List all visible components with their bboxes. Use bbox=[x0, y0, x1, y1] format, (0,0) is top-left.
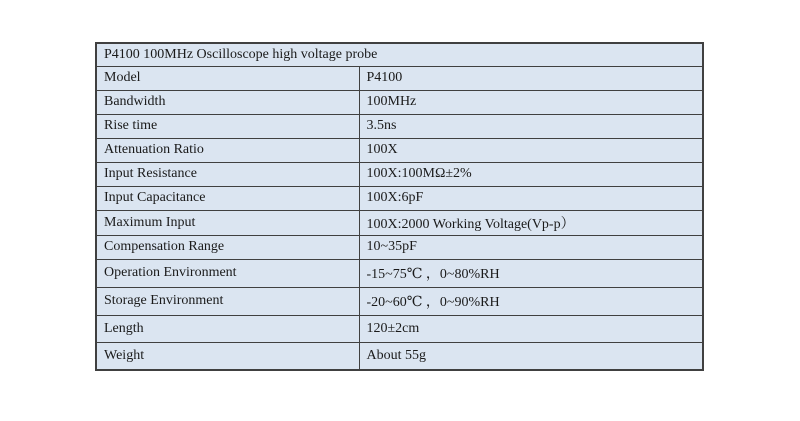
spec-value-cell: -20~60℃ ，0~90%RH bbox=[359, 287, 703, 315]
table-row bbox=[96, 210, 703, 235]
spec-label-cell: Compensation Range bbox=[96, 235, 359, 259]
spec-label-cell: Input Capacitance bbox=[96, 186, 359, 210]
table-row bbox=[96, 342, 703, 370]
spec-value-cell: 100MHz bbox=[359, 90, 703, 114]
spec-label-cell: Length bbox=[96, 315, 359, 342]
spec-value-cell: 10~35pF bbox=[359, 235, 703, 259]
spec-label-cell: Maximum Input bbox=[96, 210, 359, 235]
spec-label-cell: Model bbox=[96, 66, 359, 90]
spec-label-cell: Attenuation Ratio bbox=[96, 138, 359, 162]
table-row bbox=[96, 90, 703, 114]
spec-value-cell: 100X bbox=[359, 138, 703, 162]
spec-label-cell: Storage Environment bbox=[96, 287, 359, 315]
spec-value-cell: 3.5ns bbox=[359, 114, 703, 138]
table-row bbox=[96, 114, 703, 138]
spec-value-cell: 120±2cm bbox=[359, 315, 703, 342]
table-row bbox=[96, 162, 703, 186]
spec-label-cell: Input Resistance bbox=[96, 162, 359, 186]
spec-value-cell: -15~75℃ ，0~80%RH bbox=[359, 259, 703, 287]
table-row bbox=[96, 315, 703, 342]
table-row bbox=[96, 43, 703, 66]
spec-label-cell: Weight bbox=[96, 342, 359, 370]
spec-label-cell: Bandwidth bbox=[96, 90, 359, 114]
table-row bbox=[96, 66, 703, 90]
table-row bbox=[96, 138, 703, 162]
spec-value-cell: 100X:100MΩ±2% bbox=[359, 162, 703, 186]
spec-value-cell: About 55g bbox=[359, 342, 703, 370]
table-row bbox=[96, 235, 703, 259]
spec-value-cell: P4100 bbox=[359, 66, 703, 90]
spec-label-cell: Rise time bbox=[96, 114, 359, 138]
table-title: P4100 100MHz Oscilloscope high voltage probe bbox=[96, 43, 703, 66]
table-row bbox=[96, 259, 703, 287]
spec-value-cell: 100X:2000 Working Voltage(Vp-p） bbox=[359, 210, 703, 235]
spec-table bbox=[95, 42, 704, 371]
table-row bbox=[96, 186, 703, 210]
spec-label-cell: Operation Environment bbox=[96, 259, 359, 287]
spec-value-cell: 100X:6pF bbox=[359, 186, 703, 210]
table-row bbox=[96, 287, 703, 315]
